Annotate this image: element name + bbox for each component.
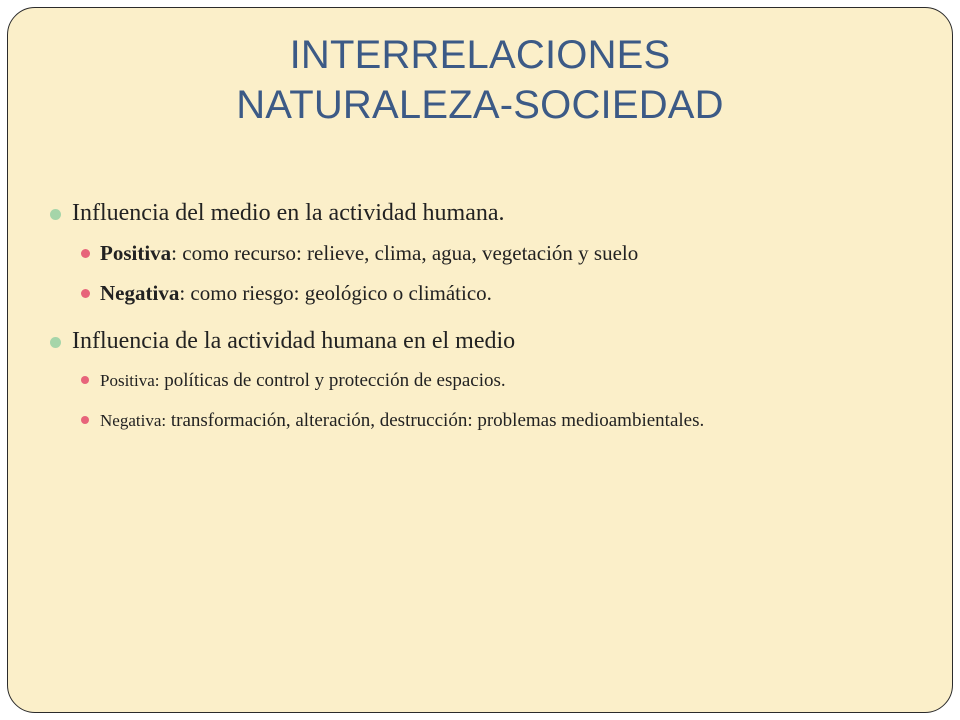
sub-list-section-1 bbox=[48, 239, 908, 307]
bullet-icon bbox=[50, 209, 61, 220]
slide-title bbox=[0, 30, 960, 130]
list-item-section-2 bbox=[48, 325, 908, 435]
section-2-heading-row bbox=[48, 325, 908, 357]
bullet-icon bbox=[81, 416, 89, 424]
bullet-icon bbox=[81, 249, 90, 258]
slide-content bbox=[48, 197, 908, 453]
sub-item-text: transformación, alteración, destrucción: problemas medioambientales. bbox=[166, 410, 705, 431]
sub-item-text: : como recurso: relieve, clima, agua, vegetación y suelo bbox=[171, 241, 639, 265]
bullet-icon bbox=[50, 337, 61, 348]
sub-item-text: políticas de control y protección de espacios. bbox=[159, 370, 506, 391]
list-item-section-1 bbox=[48, 197, 908, 307]
sub-item-negativa bbox=[78, 279, 908, 307]
sub-list-section-2 bbox=[48, 367, 908, 435]
sub-item-label: Positiva: bbox=[100, 371, 160, 390]
sub-item-text: : como riesgo: geológico o climático. bbox=[179, 281, 492, 305]
bullet-list bbox=[48, 197, 908, 435]
sub-item-positiva bbox=[78, 367, 908, 395]
title-line-1: INTERRELACIONES bbox=[289, 33, 671, 77]
section-1-heading-row bbox=[48, 197, 908, 229]
sub-item-negativa bbox=[78, 407, 908, 435]
section-2-heading: Influencia de la actividad humana en el medio bbox=[72, 328, 516, 354]
sub-item-positiva bbox=[78, 239, 908, 267]
sub-item-label: Positiva bbox=[100, 241, 172, 265]
section-1-heading: Influencia del medio en la actividad humana. bbox=[72, 200, 505, 226]
sub-item-label: Negativa bbox=[100, 281, 180, 305]
sub-item-label: Negativa: bbox=[100, 411, 167, 430]
bullet-icon bbox=[81, 376, 89, 384]
title-line-2: NATURALEZA-SOCIEDAD bbox=[236, 83, 724, 127]
bullet-icon bbox=[81, 289, 90, 298]
